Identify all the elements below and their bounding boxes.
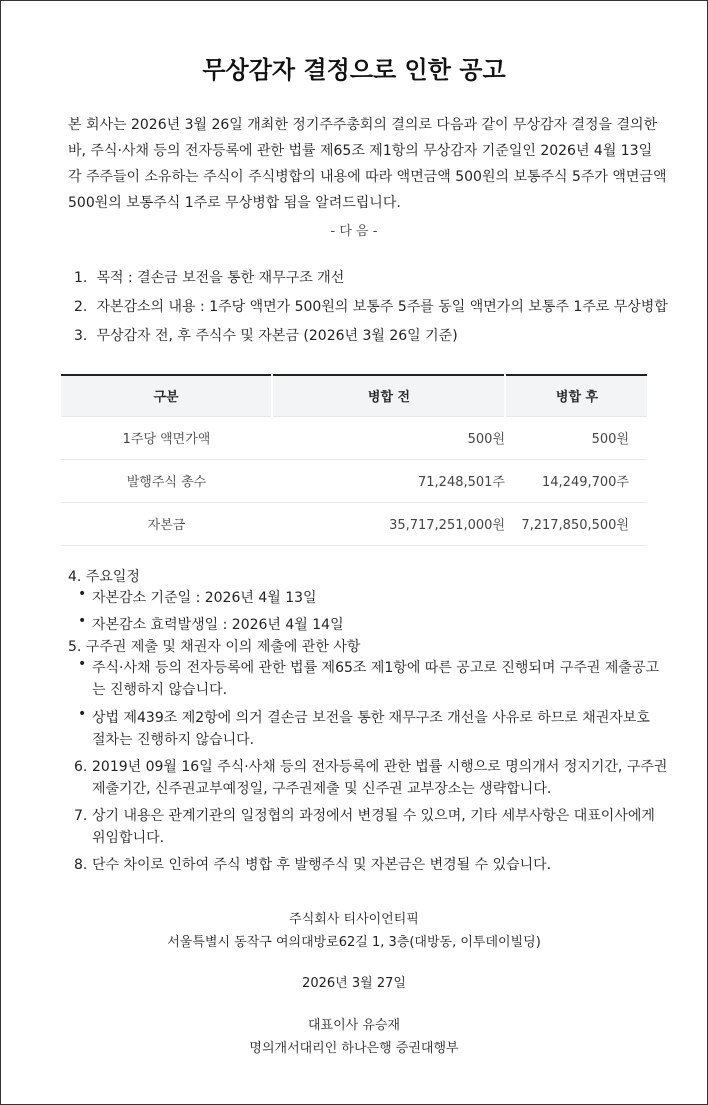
bullet-text: 절차는 진행하지 않습니다. (92, 732, 255, 748)
bullet-icon: • (78, 706, 87, 722)
item-number: 6. (74, 759, 88, 775)
bullet-icon: • (78, 656, 87, 672)
intro-line: 바, 주식·사채 등의 전자등록에 관한 법률 제65조 제1항의 무상감자 기준일인 2026년 4월 13일 (68, 143, 653, 159)
notice-title: 무상감자 결정으로 인한 공고 (202, 56, 506, 84)
intro-line: 각 주주들이 소유하는 주식이 주식병합의 내용에 따라 액면금액 500원의 보통주식 5주가 액면금액 (68, 169, 667, 185)
capital-reduction-table (61, 374, 647, 546)
cell-before: 71,248,501주 (272, 459, 505, 502)
daeum-heading: - 다 음 - (330, 224, 378, 239)
cell-after: 7,217,850,500원 (505, 502, 647, 545)
bullet-text: 상법 제439조 제2항에 의거 결손금 보전을 통한 재무구조 개선을 사유로 하므로 채권자보호 (92, 710, 650, 726)
item-text: 자본감소의 내용 : 1주당 액면가 500원의 보통주 5주를 동일 액면가의 보통주 1주로 무상병합 (96, 299, 668, 315)
item-number: 8. (74, 857, 88, 873)
footer-transfer-agent: 명의개서대리인 하나은행 증권대행부 (249, 1041, 459, 1056)
bullet-icon: • (78, 613, 87, 629)
item-text: 무상감자 전, 후 주식수 및 자본금 (2026년 3월 26일 기준) (96, 328, 458, 344)
table-row (61, 502, 647, 545)
intro-line: 본 회사는 2026년 3월 26일 개최한 정기주주총회의 결의로 다음과 같이 무상감자 결정을 결의한 (68, 117, 658, 133)
footer-date: 2026년 3월 27일 (302, 976, 406, 991)
item-text: 2019년 09월 16일 주식·사채 등의 전자등록에 관한 법률 시행으로 명의개서 정지기간, 구주권 (92, 759, 668, 775)
cell-category: 자본금 (61, 502, 272, 545)
bullet-text: 자본감소 기준일 : 2026년 4월 13일 (92, 590, 317, 606)
item-number: 7. (74, 808, 88, 824)
bullet-text: 는 진행하지 않습니다. (92, 682, 228, 698)
section-heading-schedule: 4. 주요일정 (68, 569, 140, 585)
item-number: 3. (74, 328, 88, 344)
cell-after: 14,249,700주 (505, 459, 647, 502)
item-text: 위임합니다. (92, 830, 165, 846)
table-header-row (61, 375, 647, 416)
bullet-text: 주식·사채 등의 전자등록에 관한 법률 제65조 제1항에 따른 공고로 진행되며 구주권 제출공고 (92, 660, 659, 676)
cell-before: 500원 (272, 416, 505, 459)
header-after: 병합 후 (505, 375, 647, 416)
item-number: 2. (74, 299, 88, 315)
item-number: 1. (74, 270, 88, 286)
cell-after: 500원 (505, 416, 647, 459)
item-text: 상기 내용은 관계기관의 일정협의 과정에서 변경될 수 있으며, 기타 세부사항은 대표이사에게 (92, 808, 655, 824)
footer-address: 서울특별시 동작구 여의대방로62길 1, 3층(대방동, 이투데이빌딩) (167, 935, 541, 950)
header-category: 구분 (61, 375, 272, 416)
cell-category: 발행주식 총수 (61, 459, 272, 502)
table-row (61, 416, 647, 459)
footer-ceo: 대표이사 유승재 (307, 1018, 401, 1033)
cell-before: 35,717,251,000원 (272, 502, 505, 545)
list-item (74, 295, 668, 324)
section-heading-certificates: 5. 구주권 제출 및 채권자 이의 제출에 관한 사항 (68, 639, 361, 655)
item-text: 제출기간, 신주권교부예정일, 구주권제출 및 신주권 교부장소는 생략합니다. (92, 781, 552, 797)
intro-paragraph (68, 112, 667, 216)
item-text: 목적 : 결손금 보전을 통한 재무구조 개선 (96, 270, 345, 286)
cell-category: 1주당 액면가액 (61, 416, 272, 459)
bullet-text: 자본감소 효력발생일 : 2026년 4월 14일 (92, 617, 344, 633)
header-before: 병합 전 (272, 375, 505, 416)
intro-line: 500원의 보통주식 1주로 무상병합 됨을 알려드립니다. (68, 195, 401, 211)
numbered-list (74, 266, 668, 353)
item-text: 단수 차이로 인하여 주식 병합 후 발행주식 및 자본금은 변경될 수 있습니다. (92, 857, 552, 873)
footer-company: 주식회사 티사이언티픽 (289, 912, 419, 927)
list-item (74, 266, 668, 295)
bullet-icon: • (78, 586, 87, 602)
table-row (61, 459, 647, 502)
list-item (74, 324, 668, 353)
